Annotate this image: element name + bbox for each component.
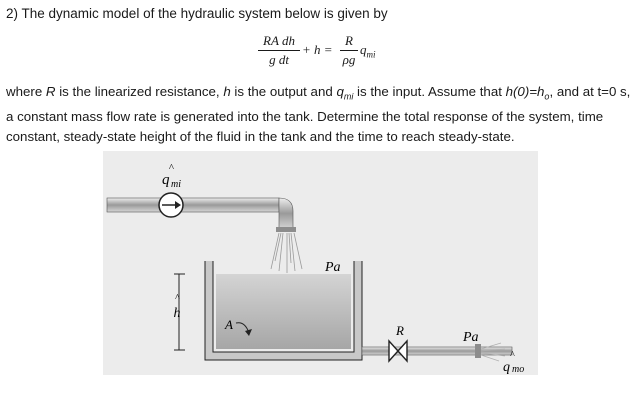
equation-fraction-bar-2 <box>340 50 358 51</box>
hat-mark: ^ <box>168 162 174 174</box>
label-qout: q <box>503 360 510 375</box>
equation-input <box>360 42 376 60</box>
question-title: 2) The dynamic model of the hydraulic system below is given by <box>6 6 388 21</box>
question-body <box>6 82 632 147</box>
equation-term1-numerator: RA dh <box>263 33 295 48</box>
equation-term1 <box>258 33 300 68</box>
label-h: h <box>173 306 181 321</box>
equation-term2-denominator: ρg <box>342 52 356 67</box>
text-initial-condition: h(0)=h <box>505 84 545 99</box>
equation-middle: + h = <box>302 42 333 57</box>
label-area: A <box>225 317 233 332</box>
label-r: R <box>396 323 404 338</box>
hydraulic-system-figure <box>103 151 538 375</box>
height-hat: ^ <box>174 293 180 304</box>
text-part: is the output and <box>230 84 337 99</box>
text-symbol-q-subscript: mi <box>343 91 354 102</box>
label-q: q <box>162 172 170 188</box>
text-initial-condition-subscript: o <box>544 91 550 102</box>
text-part: is the input. Assume that <box>353 84 506 99</box>
label-pa-top: Pa <box>325 260 341 275</box>
equation-term2-numerator: R <box>345 33 353 48</box>
equation-term1-denominator: g dt <box>269 52 289 67</box>
tank-liquid <box>216 274 351 349</box>
equation-fraction-bar <box>258 50 300 51</box>
label-qout-subscript: mo <box>512 364 525 375</box>
flow-meter-icon <box>159 193 183 217</box>
hydraulic-diagram <box>103 151 538 375</box>
text-part: is the linearized resistance, <box>55 84 224 99</box>
label-pa-right: Pa <box>463 330 479 345</box>
tank <box>205 261 362 360</box>
equation-input-subscript: mi <box>366 49 376 60</box>
out-hat: ^ <box>509 350 515 361</box>
text-symbol-h: h <box>223 84 231 99</box>
model-equation <box>258 33 398 73</box>
equation-term2 <box>340 33 358 68</box>
text-part: , and at t=0 s, a constant mass flow rate is generated into the tank. Determine the total response of the system, time constant, steady-state height of the fluid in the tank and the time to reach steady-state. <box>6 84 631 144</box>
equation-input-symbol: q <box>360 42 367 57</box>
text-symbol-q: q <box>336 84 344 99</box>
text-part: where <box>6 84 46 99</box>
label-q-subscript: mi <box>171 179 181 190</box>
text-symbol-r: R <box>45 84 56 99</box>
